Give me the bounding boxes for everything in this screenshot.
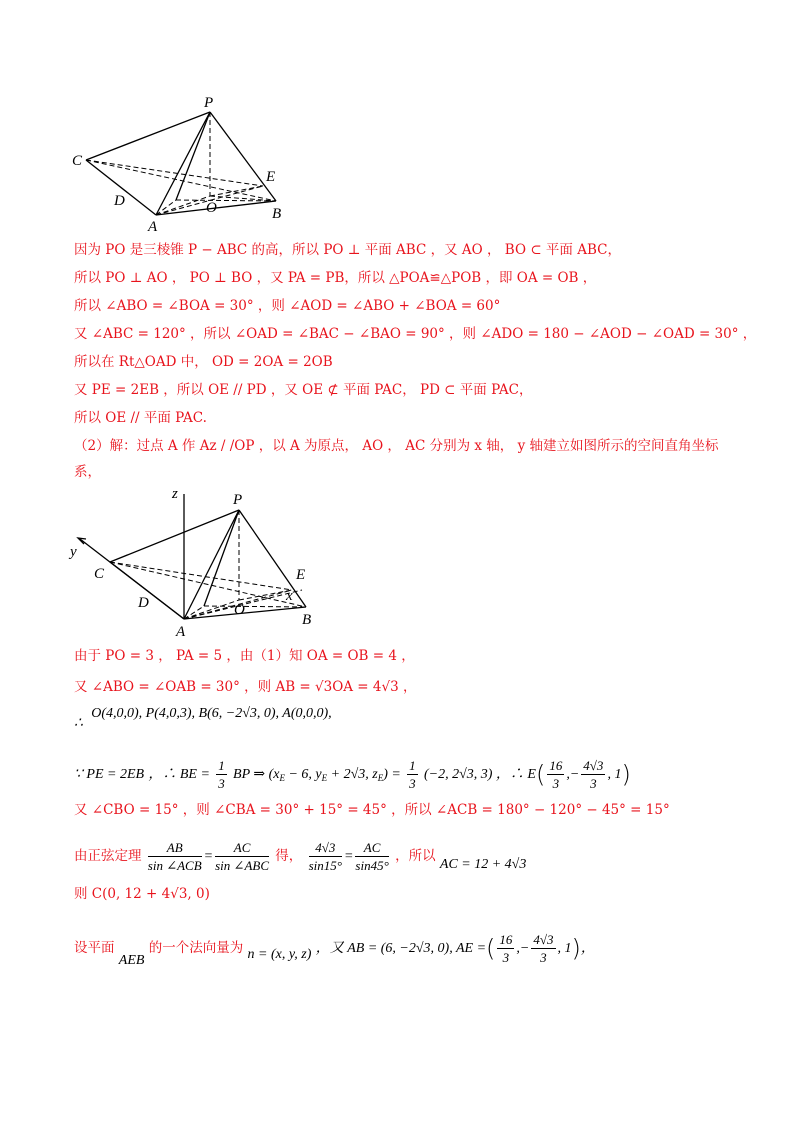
solution-line-14: 又 ∠CBO = 15° ，则 ∠CBA = 30° + 15° = 45° ，所以 ∠ACB = 180° − 120° − 45° = 15°	[74, 802, 670, 818]
label-O: O	[206, 200, 217, 216]
proof-line-5: 所以在 Rt△OAD 中， OD = 2OA = 2OB	[74, 354, 333, 370]
label-C: C	[72, 153, 83, 169]
proof-line-4: 又 ∠ABC = 120° ，所以 ∠OAD = ∠BAC − ∠BAO = 90° ，则 ∠ADO = 180 − ∠AOD − ∠OAD = 30° ，	[74, 326, 757, 342]
fraction-4root3-3: $\frac{4√3}{3}$	[583, 758, 604, 791]
label-P: P	[204, 95, 214, 111]
label-P: P	[233, 492, 243, 508]
solution-line-10: 由于 PO = 3 ， PA = 5 ，由（1）知 OA = OB = 4 ，	[74, 648, 415, 664]
label-E: E	[296, 567, 306, 583]
therefore-symbol: ∴	[74, 716, 83, 731]
pyramid-figure-1	[70, 90, 300, 235]
label-D: D	[138, 595, 149, 611]
point-c-line: 则 C(0, 12 + 4√3, 0)	[74, 886, 210, 902]
label-E: E	[266, 169, 276, 185]
proof-line-7: 所以 OE // 平面 PAC.	[74, 410, 207, 426]
label-D: D	[114, 193, 125, 209]
label-y: y	[70, 544, 77, 560]
proof-line-3: 所以 ∠ABO = ∠BOA = 30° ，则 ∠AOD = ∠ABO + ∠BOA = 60°	[74, 298, 501, 314]
solution-line-9: 系，	[74, 464, 101, 480]
proof-line-6: 又 PE = 2EB ，所以 OE // PD ，又 OE ⊄ 平面 PAC， PD ⊂ 平面 PAC，	[74, 382, 533, 398]
coordinates-text: O(4,0,0), P(4,0,3), B(6, −2√3, 0), A(0,0,0),	[91, 706, 332, 721]
solution-line-8: （2）解：过点 A 作 Az / /OP ，以 A 为原点， AO ， AC 分别为 x 轴， y 轴建立如图所示的空间直角坐标	[74, 438, 719, 454]
pyramid-figure-2	[66, 482, 336, 642]
label-B: B	[272, 206, 282, 222]
solution-line-11: 又 ∠ABO = ∠OAB = 30° ，则 AB = √3OA = 4√3 ，	[74, 679, 417, 695]
coordinates-line	[74, 706, 332, 734]
vector-be-line: ∵ PE = 2EB ，∴ BE = $\frac{1}{3}$ BP ⇒ ($x_E - 6$, $y_E + 2√3$, $z_E$) = $\frac{1}{3}$ (−2, 2√3, 3) ，∴ E( $\frac{16}{3}$ ,− $\frac{4√3}{3}$ , 1)	[74, 758, 631, 791]
proof-line-2: 所以 PO ⊥ AO ， PO ⊥ BO ，又 PA = PB，所以 △POA≌△POB ，即 OA = OB ，	[74, 270, 597, 286]
normal-vector-line: 设平面 AEB 的一个法向量为 n = (x, y, z) ，又 AB = (6, −2√3, 0), AE =( $\frac{16}{3}$ ,− $\frac{4√3}{3}$ , 1)，	[74, 932, 595, 968]
fraction-one-third: $\frac{1}{3}$	[218, 758, 225, 791]
label-B: B	[302, 612, 312, 628]
label-x: x	[286, 588, 293, 604]
label-z: z	[172, 486, 178, 502]
fraction-one-third-2: $\frac{1}{3}$	[409, 758, 416, 791]
label-O: O	[234, 602, 245, 618]
label-C: C	[94, 566, 105, 582]
label-A: A	[176, 624, 186, 640]
fraction-16-3: $\frac{16}{3}$	[549, 758, 563, 791]
proof-line-1: 因为 PO 是三棱锥 P − ABC 的高，所以 PO ⊥ 平面 ABC ，又 AO ， BO ⊂ 平面 ABC，	[74, 242, 621, 258]
label-A: A	[148, 219, 158, 235]
sine-rule-line: 由正弦定理 $\frac{AB}{\text{sin ∠ACB}}$ = $\frac{AC}{\text{sin ∠ABC}}$ 得， $\frac{4√3}{\sin 15^\circ}$ = $\frac{AC}{\sin 45^\circ}$ ，所以 AC = 12 + 4√3	[74, 840, 527, 873]
